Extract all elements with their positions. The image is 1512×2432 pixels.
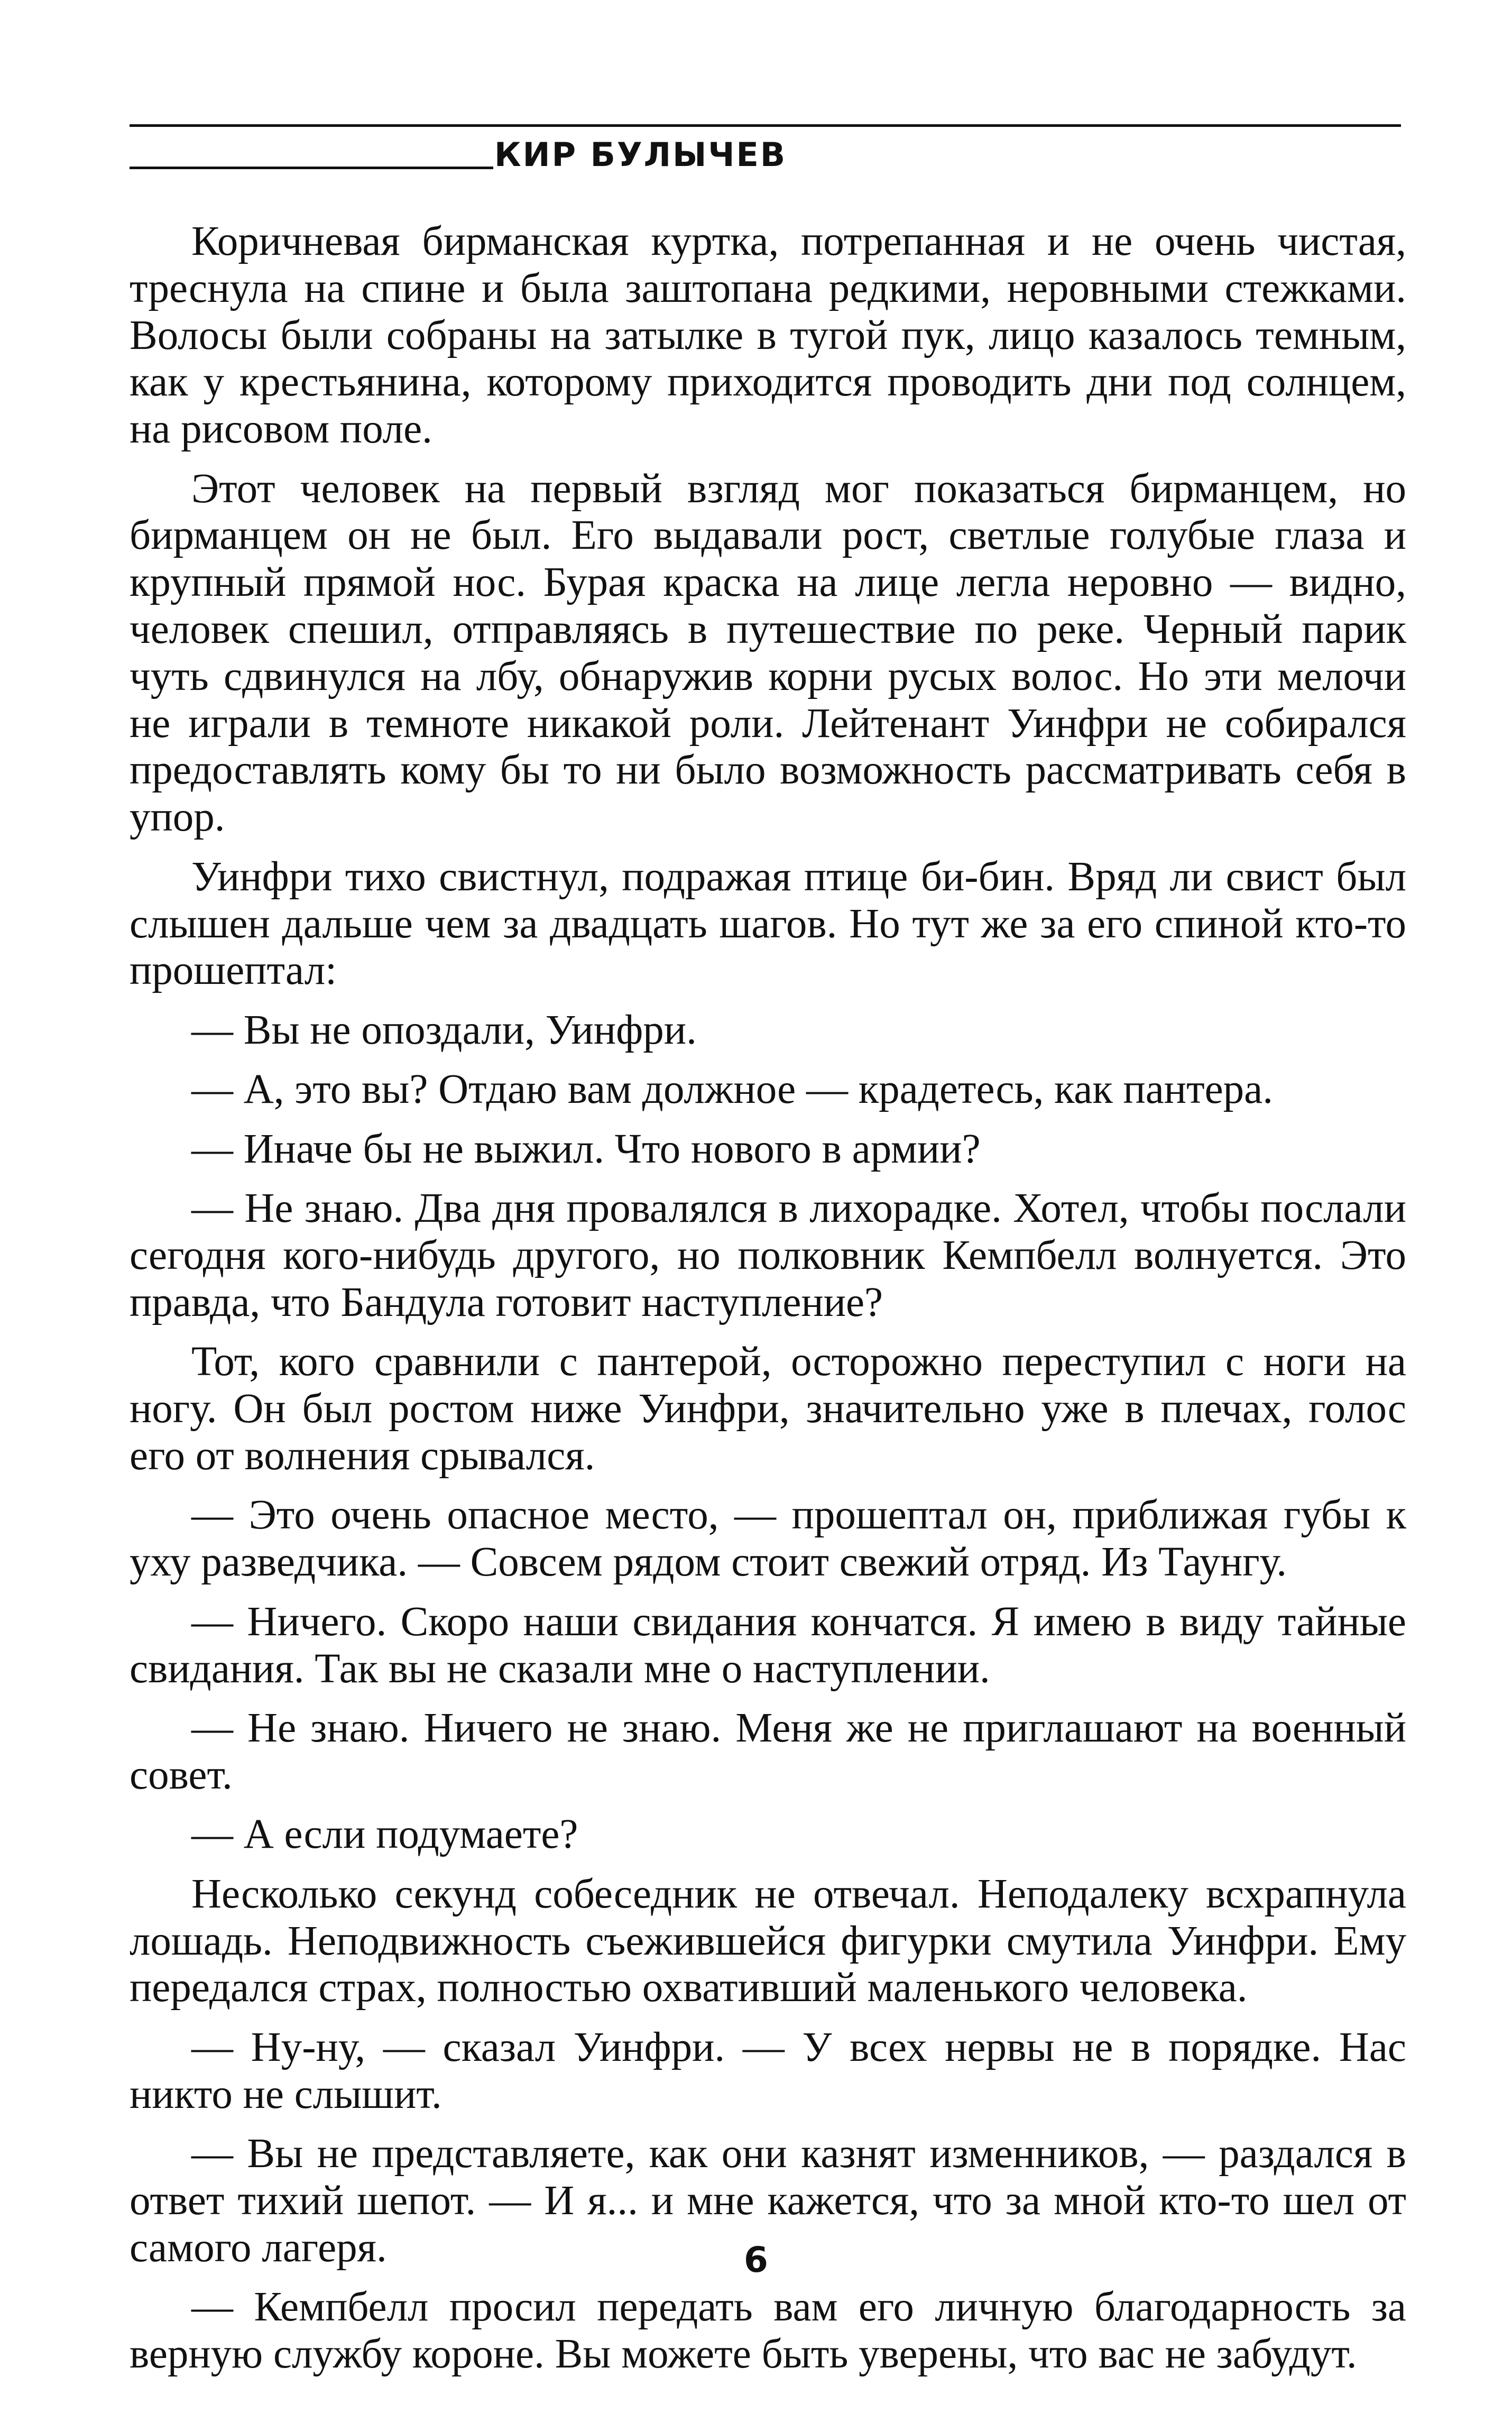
page-number: 6 [744, 2240, 768, 2280]
dialogue-line: — А, это вы? Отдаю вам должное — крадетесь, как пантера. [191, 1066, 1273, 1113]
header-author: КИР БУЛЫЧЕВ [494, 135, 787, 174]
header-top-rule [130, 124, 1401, 127]
dialogue-line: — Не знаю. Два дня провалялся в лихорадке. Хотел, чтобы послали сегодня кого-нибудь другого, но полковник Кемпбелл волнуется. Это правда, что Бандула готовит наступление? [130, 1185, 1406, 1325]
dialogue-line: — Иначе бы не выжил. Что нового в армии? [191, 1126, 981, 1172]
body-text [130, 218, 1406, 2390]
paragraph: Несколько секунд собеседник не отвечал. Неподалеку всхрапнула лошадь. Неподвижность съежившейся фигурки смутила Уинфри. Ему передался страх, полностью охвативший маленького человека. [130, 1871, 1406, 2011]
paragraph: Тот, кого сравнили с пантерой, осторожно переступил с ноги на ногу. Он был ростом ниже Уинфри, значительно уже в плечах, голос его от волнения срывался. [130, 1339, 1406, 1479]
dialogue-line: — Вы не представляете, как они казнят изменников, — раздался в ответ тихий шепот. — И я... и мне кажется, что за мной кто-то шел от самого лагеря. [130, 2131, 1406, 2271]
header-underline [130, 167, 493, 169]
running-header [130, 119, 1401, 182]
dialogue-line: — Вы не опоздали, Уинфри. [191, 1007, 697, 1053]
dialogue-line: — Ну-ну, — сказал Уинфри. — У всех нервы не в порядке. Нас никто не слышит. [130, 2024, 1406, 2117]
dialogue-line: — Кемпбелл просил передать вам его личную благодарность за верную службу короне. Вы можете быть уверены, что вас не забудут. [130, 2284, 1406, 2377]
paragraph: Уинфри тихо свистнул, подражая птице би-бин. Вряд ли свист был слышен дальше чем за двадцать шагов. Но тут же за его спиной кто-то прошептал: [130, 853, 1406, 994]
dialogue-line: — Ничего. Скоро наши свидания кончатся. Я имею в виду тайные свидания. Так вы не сказали мне о наступлении. [130, 1598, 1406, 1692]
dialogue-line: — А если подумаете? [191, 1811, 578, 1858]
dialogue-line: — Не знаю. Ничего не знаю. Меня же не приглашают на военный совет. [130, 1705, 1406, 1798]
paragraph: Коричневая бирманская куртка, потрепанная и не очень чистая, треснула на спине и была заштопана редкими, неровными стежками. Волосы были собраны на затылке в тугой пук, лицо казалось темным, как у крестьянина, которому приходится проводить дни под солнцем, на рисовом поле. [130, 218, 1406, 453]
paragraph: Этот человек на первый взгляд мог показаться бирманцем, но бирманцем он не был. Его выдавали рост, светлые голубые глаза и крупный прямой нос. Бурая краска на лице легла неровно — видно, человек спешил, отправляясь в путешествие по реке. Черный парик чуть сдвинулся на лбу, обнаружив корни русых волос. Но эти мелочи не играли в темноте никакой роли. Лейтенант Уинфри не собирался предоставлять кому бы то ни было возможность рассматривать себя в упор. [130, 465, 1406, 841]
dialogue-line: — Это очень опасное место, — прошептал он, приближая губы к уху разведчика. — Совсем рядом стоит свежий отряд. Из Таунгу. [130, 1492, 1406, 1586]
